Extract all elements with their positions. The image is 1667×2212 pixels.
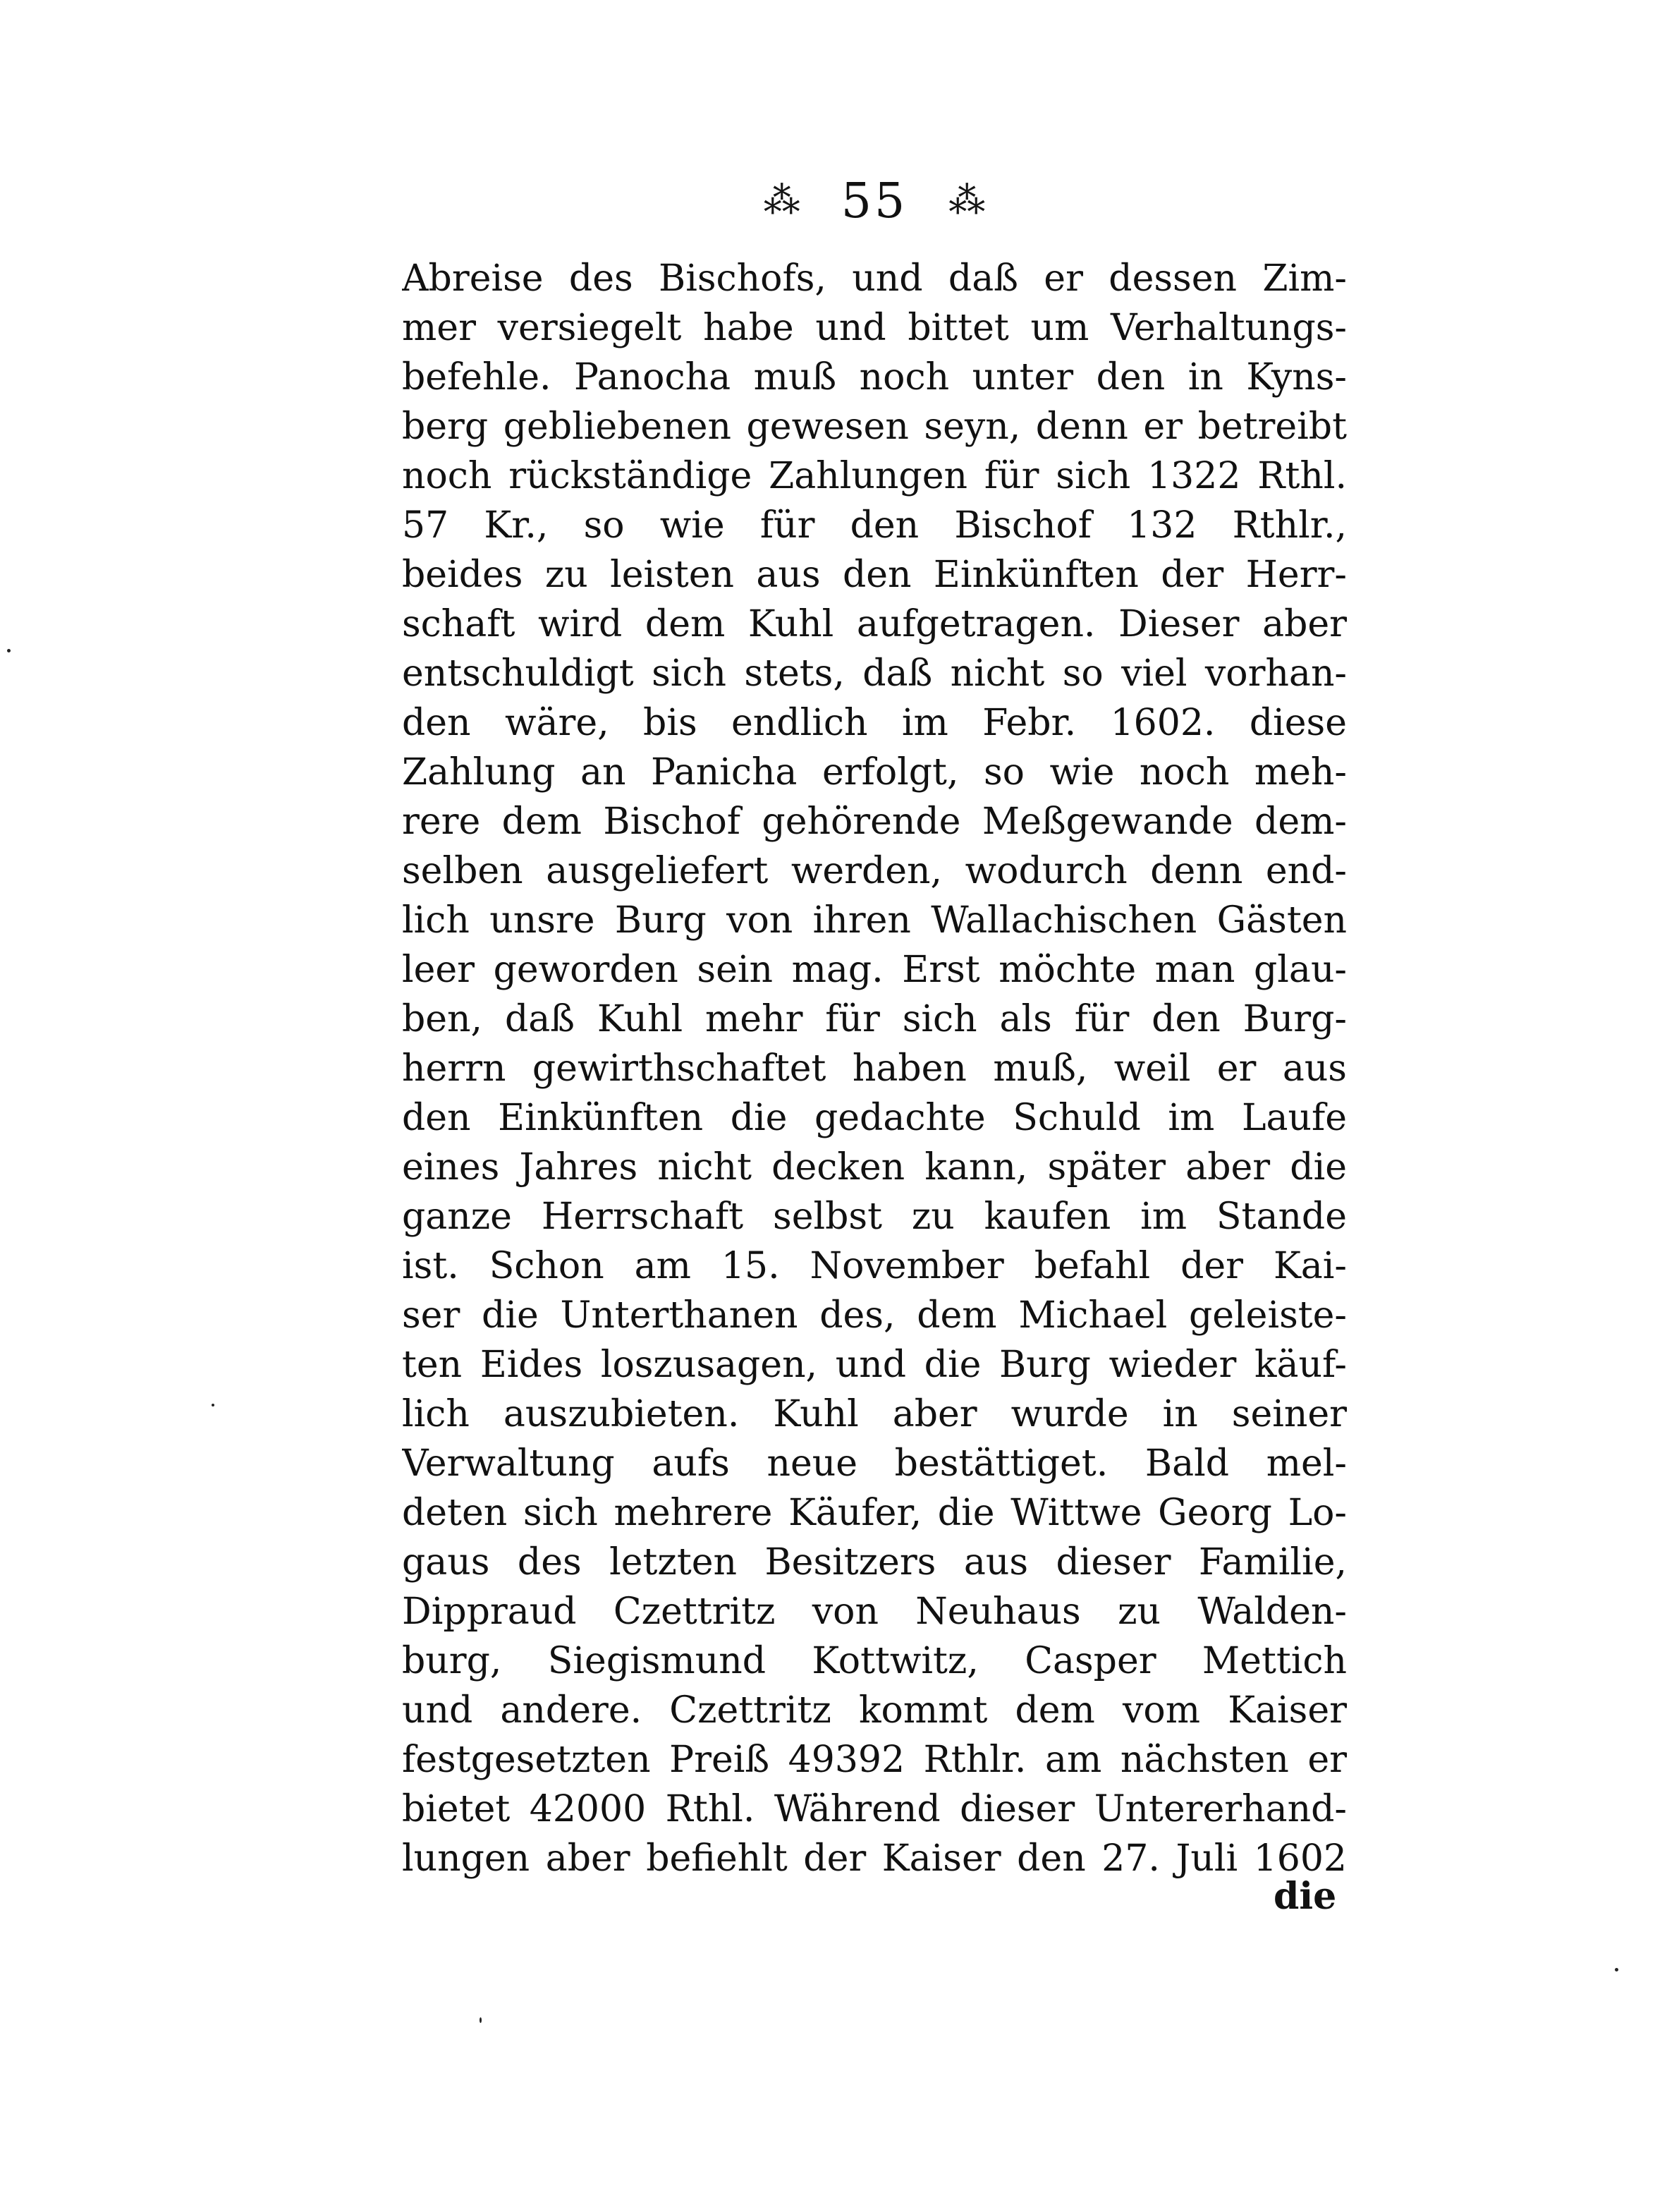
text-line: leer geworden sein mag. Erst möchte man glau- <box>402 949 1347 991</box>
text-line: ganze Herrschaft selbst zu kaufen im Stande <box>402 1196 1347 1238</box>
speck-mark <box>212 1404 214 1406</box>
text-line: Dippraud Czettritz von Neuhaus zu Walden- <box>402 1591 1347 1633</box>
text-line: und andere. Czettritz kommt dem vom Kaiser <box>402 1689 1347 1732</box>
text-line: ten Eides loszusagen, und die Burg wieder käuf- <box>402 1344 1347 1386</box>
page-number: 55 <box>841 173 908 229</box>
text-line: deten sich mehrere Käufer, die Wittwe Georg Lo- <box>402 1492 1347 1534</box>
speck-mark <box>1615 1968 1618 1971</box>
text-line: burg, Siegismund Kottwitz, Casper Mettich <box>402 1640 1347 1682</box>
text-line: den Einkünften die gedachte Schuld im Laufe <box>402 1097 1347 1139</box>
text-line: lungen aber befiehlt der Kaiser den 27. Juli 1602 <box>402 1837 1347 1880</box>
text-line: Abreise des Bischofs, und daß er dessen Zim- <box>402 257 1347 300</box>
speck-mark <box>7 649 11 652</box>
text-line: befehle. Panocha muß noch unter den in Kyns- <box>402 356 1347 399</box>
text-line: gaus des letzten Besitzers aus dieser Familie, <box>402 1541 1347 1584</box>
page-header <box>705 169 1044 233</box>
ornament-left-icon: ⁂ <box>763 180 800 222</box>
text-line: ser die Unterthanen des, dem Michael geleiste- <box>402 1294 1347 1337</box>
text-line: ist. Schon am 15. November befahl der Kai- <box>402 1245 1347 1287</box>
text-line: rere dem Bischof gehörende Meßgewande dem- <box>402 801 1347 843</box>
body-text <box>402 254 1347 1883</box>
text-line: selben ausgeliefert werden, wodurch denn end- <box>402 850 1347 892</box>
text-line: Verwaltung aufs neue bestättiget. Bald mel- <box>402 1442 1347 1485</box>
text-line: beides zu leisten aus den Einkünften der Herr- <box>402 554 1347 596</box>
text-line: berg gebliebenen gewesen seyn, denn er betreibt <box>402 406 1347 448</box>
ornament-right-icon: ⁂ <box>948 180 986 222</box>
text-line: herrn gewirthschaftet haben muß, weil er aus <box>402 1047 1347 1090</box>
text-line: lich auszubieten. Kuhl aber wurde in seiner <box>402 1393 1347 1435</box>
text-line: 57 Kr., so wie für den Bischof 132 Rthlr., <box>402 504 1347 547</box>
catchword: die <box>1274 1875 1337 1918</box>
text-line: lich unsre Burg von ihren Wallachischen Gästen <box>402 899 1347 942</box>
text-line: schaft wird dem Kuhl aufgetragen. Dieser aber <box>402 603 1347 645</box>
text-line: eines Jahres nicht decken kann, später aber die <box>402 1146 1347 1189</box>
text-line: bietet 42000 Rthl. Während dieser Untererhand- <box>402 1788 1347 1830</box>
text-line: Zahlung an Panicha erfolgt, so wie noch meh- <box>402 751 1347 794</box>
text-line: festgesetzten Preiß 49392 Rthlr. am nächsten er <box>402 1739 1347 1781</box>
text-line: entschuldigt sich stets, daß nicht so viel vorhan- <box>402 652 1347 695</box>
text-line: den wäre, bis endlich im Febr. 1602. diese <box>402 702 1347 744</box>
text-line: mer versiegelt habe und bittet um Verhaltungs- <box>402 307 1347 349</box>
text-line: noch rückständige Zahlungen für sich 1322 Rthl. <box>402 455 1347 497</box>
speck-mark <box>480 2017 482 2023</box>
text-line: ben, daß Kuhl mehr für sich als für den Burg- <box>402 998 1347 1040</box>
